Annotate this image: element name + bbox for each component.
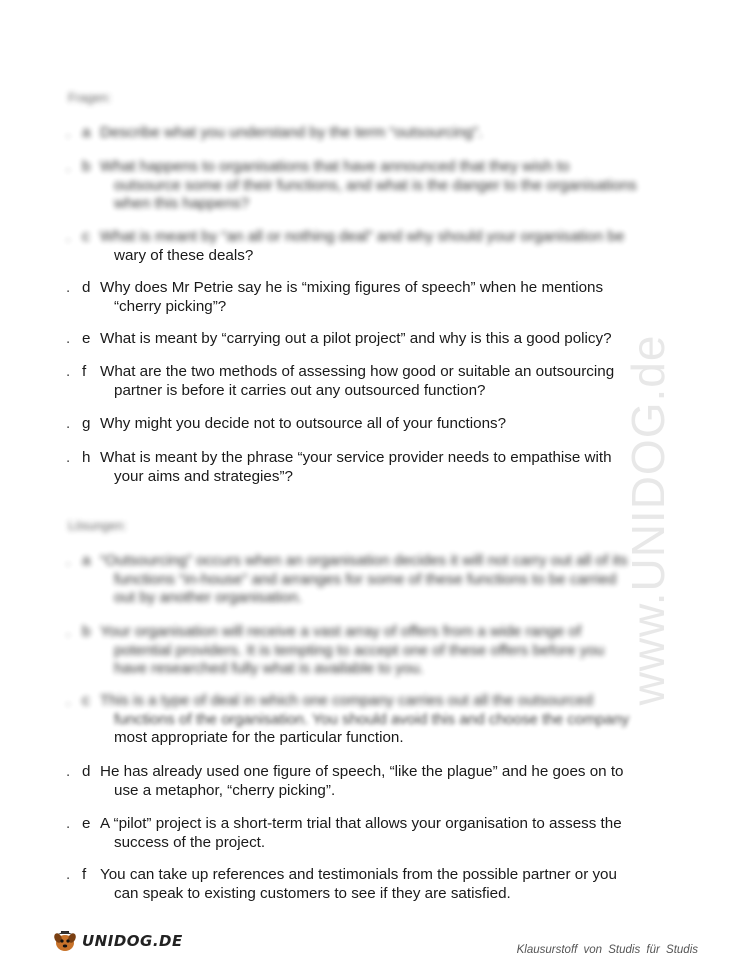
answer-letter: e	[82, 815, 91, 832]
answers-heading: Lösungen:	[68, 519, 127, 533]
answer-text: success of the project.	[114, 833, 266, 851]
answer-text: A “pilot” project is a short-term trial that allows your organisation to assess the	[100, 815, 622, 832]
answer-letter: c	[82, 692, 90, 709]
answer-item-f: . f You can take up references and testimonials from the possible partner or you can speak to existing customers to see if they are satisfied.	[66, 866, 676, 903]
question-text: Why does Mr Petrie say he is “mixing figures of speech” when he mentions	[100, 279, 604, 296]
question-text: your aims and strategies”?	[114, 467, 293, 485]
answer-text: Your organisation will receive a vast array of offers from a wide range of	[100, 623, 582, 640]
question-letter: e	[82, 330, 91, 347]
answer-text: You can take up references and testimonials from the possible partner or you	[100, 866, 617, 883]
question-text: What is meant by the phrase “your service provider needs to empathise with	[100, 449, 612, 466]
question-text: outsource some of their functions, and what is the danger to the organisations	[114, 176, 637, 194]
answer-text: out by another organisation.	[114, 589, 303, 606]
question-item-e: . e What is meant by “carrying out a pilot project” and why is this a good policy?	[66, 330, 612, 347]
logo-text: UNIDOG.DE	[82, 932, 183, 950]
answer-letter: f	[82, 866, 87, 883]
answer-letter: d	[82, 763, 91, 780]
answer-text: have researched fully what is available to you.	[114, 660, 424, 677]
question-text: What is meant by “carrying out a pilot project” and why is this a good policy?	[100, 330, 612, 347]
unidog-logo[interactable]	[52, 928, 183, 954]
question-letter: h	[82, 449, 91, 466]
question-item-g: . g Why might you decide not to outsource all of your functions?	[66, 415, 507, 432]
answer-item-e: . e A “pilot” project is a short-term trial that allows your organisation to assess the success of the project.	[66, 815, 676, 852]
question-item-a: . a Describe what you understand by the term “outsourcing”.	[66, 124, 483, 141]
answer-text: “Outsourcing” occurs when an organisation decides it will not carry out all of its	[100, 552, 628, 569]
question-text: “cherry picking”?	[114, 297, 227, 315]
answer-text: This is a type of deal in which one company carries out all the outsourced	[100, 692, 594, 709]
answer-text: most appropriate for the particular function.	[114, 729, 404, 746]
question-item-f: . f What are the two methods of assessing how good or suitable an outsourcing partner is before it carries out any outsourced function?	[66, 363, 676, 400]
question-item-c: . c What is meant by “an all or nothing deal” and why should your organisation be wary of these deals?	[66, 228, 676, 265]
answer-text: functions of the organisation. You should avoid this and choose the company	[114, 710, 630, 728]
question-text: What is meant by “an all or nothing deal” and why should your organisation be	[100, 228, 625, 245]
question-text: when this happens?	[114, 195, 250, 212]
question-item-h: . h What is meant by the phrase “your service provider needs to empathise with your aims and strategies”?	[66, 449, 676, 486]
question-letter: d	[82, 279, 91, 296]
answer-item-a: . a “Outsourcing” occurs when an organisation decides it will not carry out all of its functions “in-house” and arranges for some of these functions to be carried out by another organisation.	[66, 552, 676, 608]
question-letter: c	[82, 228, 90, 245]
question-letter: f	[82, 363, 87, 380]
question-item-b: . b What happens to organisations that have announced that they wish to outsource some of their functions, and what is the danger to the organisations when this happens?	[66, 158, 676, 214]
question-item-d: . d Why does Mr Petrie say he is “mixing figures of speech” when he mentions “cherry picking”?	[66, 279, 676, 316]
answer-letter: a	[82, 552, 91, 569]
question-text: Describe what you understand by the term “outsourcing”.	[100, 124, 483, 141]
questions-heading: Fragen:	[68, 91, 112, 105]
question-letter: g	[82, 415, 91, 432]
answer-text: use a metaphor, “cherry picking”.	[114, 781, 336, 799]
question-text: Why might you decide not to outsource all of your functions?	[100, 415, 507, 432]
watermark: www.UNIDOG.de	[622, 334, 674, 706]
answer-text: functions “in-house” and arranges for some of these functions to be carried	[114, 570, 617, 588]
answer-text: He has already used one figure of speech, “like the plague” and he goes on to	[100, 763, 624, 780]
answer-text: can speak to existing customers to see if they are satisfied.	[114, 884, 511, 902]
question-text: What happens to organisations that have announced that they wish to	[100, 158, 570, 175]
question-text: partner is before it carries out any outsourced function?	[114, 381, 486, 399]
answer-item-c: . c This is a type of deal in which one company carries out all the outsourced functions of the organisation. You should avoid this and choose the company most appropriate for the particular function.	[66, 692, 676, 748]
footer-tagline: Klausurstoff von Studis für Studis	[516, 944, 698, 956]
question-letter: b	[82, 158, 91, 175]
answer-item-b: . b Your organisation will receive a vast array of offers from a wide range of potential providers. It is tempting to accept one of these offers before you have researched fully what is available to you.	[66, 623, 676, 679]
question-letter: a	[82, 124, 91, 141]
answer-text: potential providers. It is tempting to accept one of these offers before you	[114, 641, 605, 659]
question-text: What are the two methods of assessing how good or suitable an outsourcing	[100, 363, 615, 380]
question-text: wary of these deals?	[114, 246, 254, 264]
answer-item-d: . d He has already used one figure of speech, “like the plague” and he goes on to use a metaphor, “cherry picking”.	[66, 763, 676, 800]
dog-icon	[52, 928, 78, 954]
answer-letter: b	[82, 623, 91, 640]
